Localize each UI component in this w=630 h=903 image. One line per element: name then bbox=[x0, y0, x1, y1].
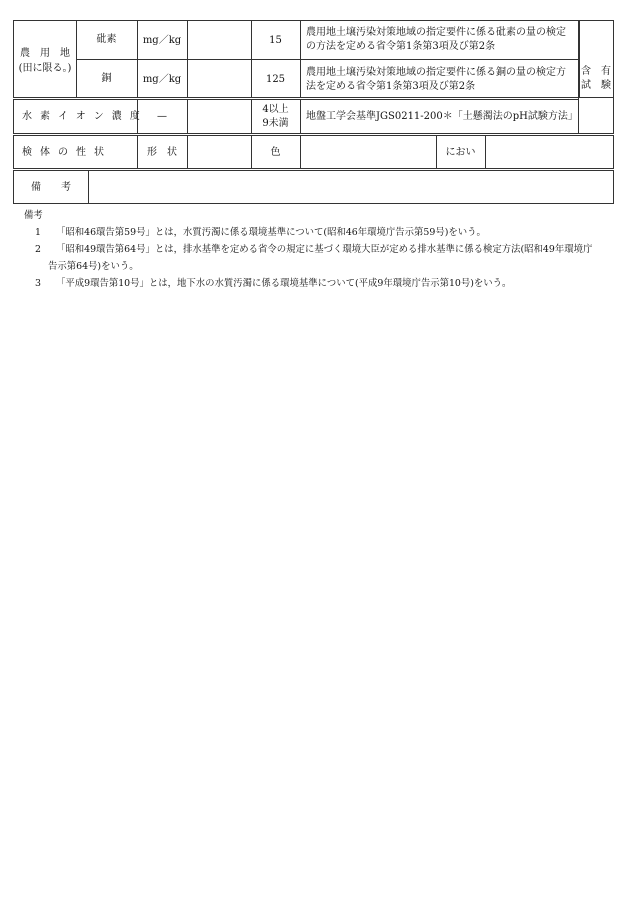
note-number: 1 bbox=[35, 227, 41, 238]
note-number: 2 bbox=[35, 244, 41, 255]
column-divider bbox=[187, 100, 188, 133]
color-label: 色 bbox=[270, 147, 281, 158]
test-type-cell bbox=[578, 20, 614, 134]
shape-label: 形 状 bbox=[147, 147, 177, 158]
column-divider bbox=[300, 136, 301, 168]
sample-properties-label: 検体の性状 bbox=[22, 147, 112, 158]
ph-value-line1: 4以上 bbox=[262, 104, 289, 115]
note-number: 3 bbox=[35, 278, 41, 289]
column-divider bbox=[300, 100, 301, 133]
column-divider bbox=[88, 171, 89, 203]
ph-value-line2: 9未満 bbox=[262, 118, 289, 129]
column-divider bbox=[485, 136, 486, 168]
sample-properties-row bbox=[13, 135, 614, 169]
odor-label: におい bbox=[445, 147, 476, 158]
land-use-note: (田に限る。) bbox=[18, 63, 72, 74]
method-arsenic-line1: 農用地土壌汚染対策地域の指定要件に係る砒素の量の検定 bbox=[306, 27, 566, 38]
method-arsenic-line2: の方法を定める省令第1条第3項及び第2条 bbox=[306, 41, 496, 52]
value-arsenic: 15 bbox=[269, 35, 282, 46]
note-text: 「昭和49環告第64号」とは，排水基準を定める省令の規定に基づく環境大臣が定める排水基準に係る検定方法(昭和49年環境庁 bbox=[56, 244, 593, 255]
test-type-line1: 含 有 bbox=[581, 66, 611, 77]
note-text-continued: 告示第64号)をいう。 bbox=[48, 261, 139, 272]
note-text: 「平成9環告第10号」とは，地下水の水質汚濁に係る環境基準について(平成9年環境庁告示第10号)をいう。 bbox=[56, 278, 512, 289]
ph-label: 水素イオン濃度 bbox=[22, 111, 148, 122]
unit-copper: mg／kg bbox=[142, 74, 182, 85]
method-copper-line2: 法を定める省令第1条第3項及び第2条 bbox=[306, 81, 476, 92]
notes-heading: 備考 bbox=[24, 210, 43, 221]
column-divider bbox=[187, 136, 188, 168]
ph-unit: — bbox=[157, 111, 167, 122]
remarks-label: 備 考 bbox=[31, 182, 71, 193]
method-copper-line1: 農用地土壌汚染対策地域の指定要件に係る銅の量の検定方 bbox=[306, 67, 566, 78]
test-type-line2: 試 験 bbox=[581, 80, 611, 91]
remarks-row bbox=[13, 170, 614, 204]
unit-arsenic: mg／kg bbox=[142, 35, 182, 46]
value-copper: 125 bbox=[265, 74, 286, 85]
ph-row bbox=[13, 99, 579, 134]
agricultural-land-block bbox=[13, 20, 614, 98]
ph-method: 地盤工学会基準JGS0211-200＊「土懸濁法のpH試験方法」 bbox=[306, 111, 578, 122]
land-use-label: 農 用 地 bbox=[20, 48, 70, 59]
note-text: 「昭和46環告第59号」とは，水質汚濁に係る環境基準について(昭和46年環境庁告示第59号)をいう。 bbox=[56, 227, 486, 238]
item-copper: 銅 bbox=[101, 73, 112, 84]
item-arsenic: 砒素 bbox=[96, 34, 117, 45]
row-divider bbox=[76, 59, 580, 60]
